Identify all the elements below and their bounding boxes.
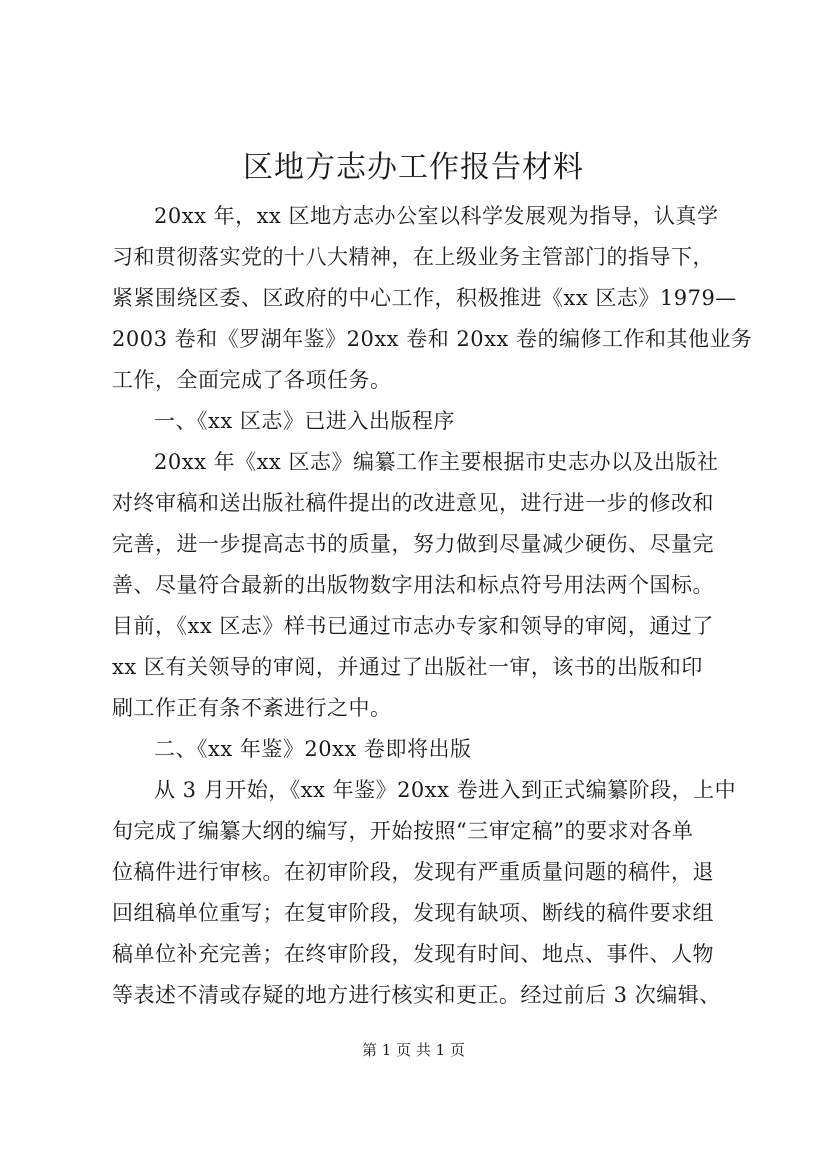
paragraph-line: 从 3 月开始，《xx 年鉴》20xx 卷进入到正式编纂阶段，上中 xyxy=(154,778,737,802)
paragraph-line: 对终审稿和送出版社稿件提出的改进意见，进行进一步的修改和 xyxy=(112,491,714,515)
paragraph-line: xx 区有关领导的审阅，并通过了出版社一审，该书的出版和印 xyxy=(112,655,703,679)
paragraph-line: 完善，进一步提高志书的质量，努力做到尽量减少硬伤、尽量完 xyxy=(112,532,714,556)
paragraph-line: 工作，全面完成了各项任务。 xyxy=(112,368,392,392)
page-footer: 第 1 页 共 1 页 xyxy=(362,1041,465,1059)
paragraph-line: 20xx 年，xx 区地方志办公室以科学发展观为指导，认真学 xyxy=(154,204,719,228)
paragraph-line: 20xx 年《xx 区志》编纂工作主要根据市史志办以及出版社 xyxy=(154,450,719,474)
document-title: 区地方志办工作报告材料 xyxy=(243,150,584,185)
section-heading: 二、《xx 年鉴》20xx 卷即将出版 xyxy=(154,737,472,761)
paragraph-line: 紧紧围绕区委、区政府的中心工作，积极推进《xx 区志》1979— xyxy=(112,286,737,310)
paragraph-line: 稿单位补充完善；在终审阶段，发现有时间、地点、事件、人物 xyxy=(112,942,714,966)
paragraph-line: 旬完成了编纂大纲的编写，开始按照“三审定稿”的要求对各单 xyxy=(112,819,694,843)
paragraph-line: 目前，《xx 区志》样书已通过市志办专家和领导的审阅，通过了 xyxy=(112,614,714,638)
paragraph-line: 等表述不清或存疑的地方进行核实和更正。经过前后 3 次编辑、 xyxy=(112,983,721,1007)
paragraph-line: 2003 卷和《罗湖年鉴》20xx 卷和 20xx 卷的编修工作和其他业务 xyxy=(112,327,753,351)
paragraph-line: 习和贯彻落实党的十八大精神，在上级业务主管部门的指导下， xyxy=(112,245,714,269)
paragraph-line: 善、尽量符合最新的出版物数字用法和标点符号用法两个国标。 xyxy=(112,573,714,597)
paragraph-line: 刷工作正有条不紊进行之中。 xyxy=(112,696,392,720)
paragraph-line: 位稿件进行审核。在初审阶段，发现有严重质量问题的稿件，退 xyxy=(112,860,714,884)
section-heading: 一、《xx 区志》已进入出版程序 xyxy=(154,409,455,433)
paragraph-line: 回组稿单位重写；在复审阶段，发现有缺项、断线的稿件要求组 xyxy=(112,901,714,925)
document-body xyxy=(112,196,752,1016)
